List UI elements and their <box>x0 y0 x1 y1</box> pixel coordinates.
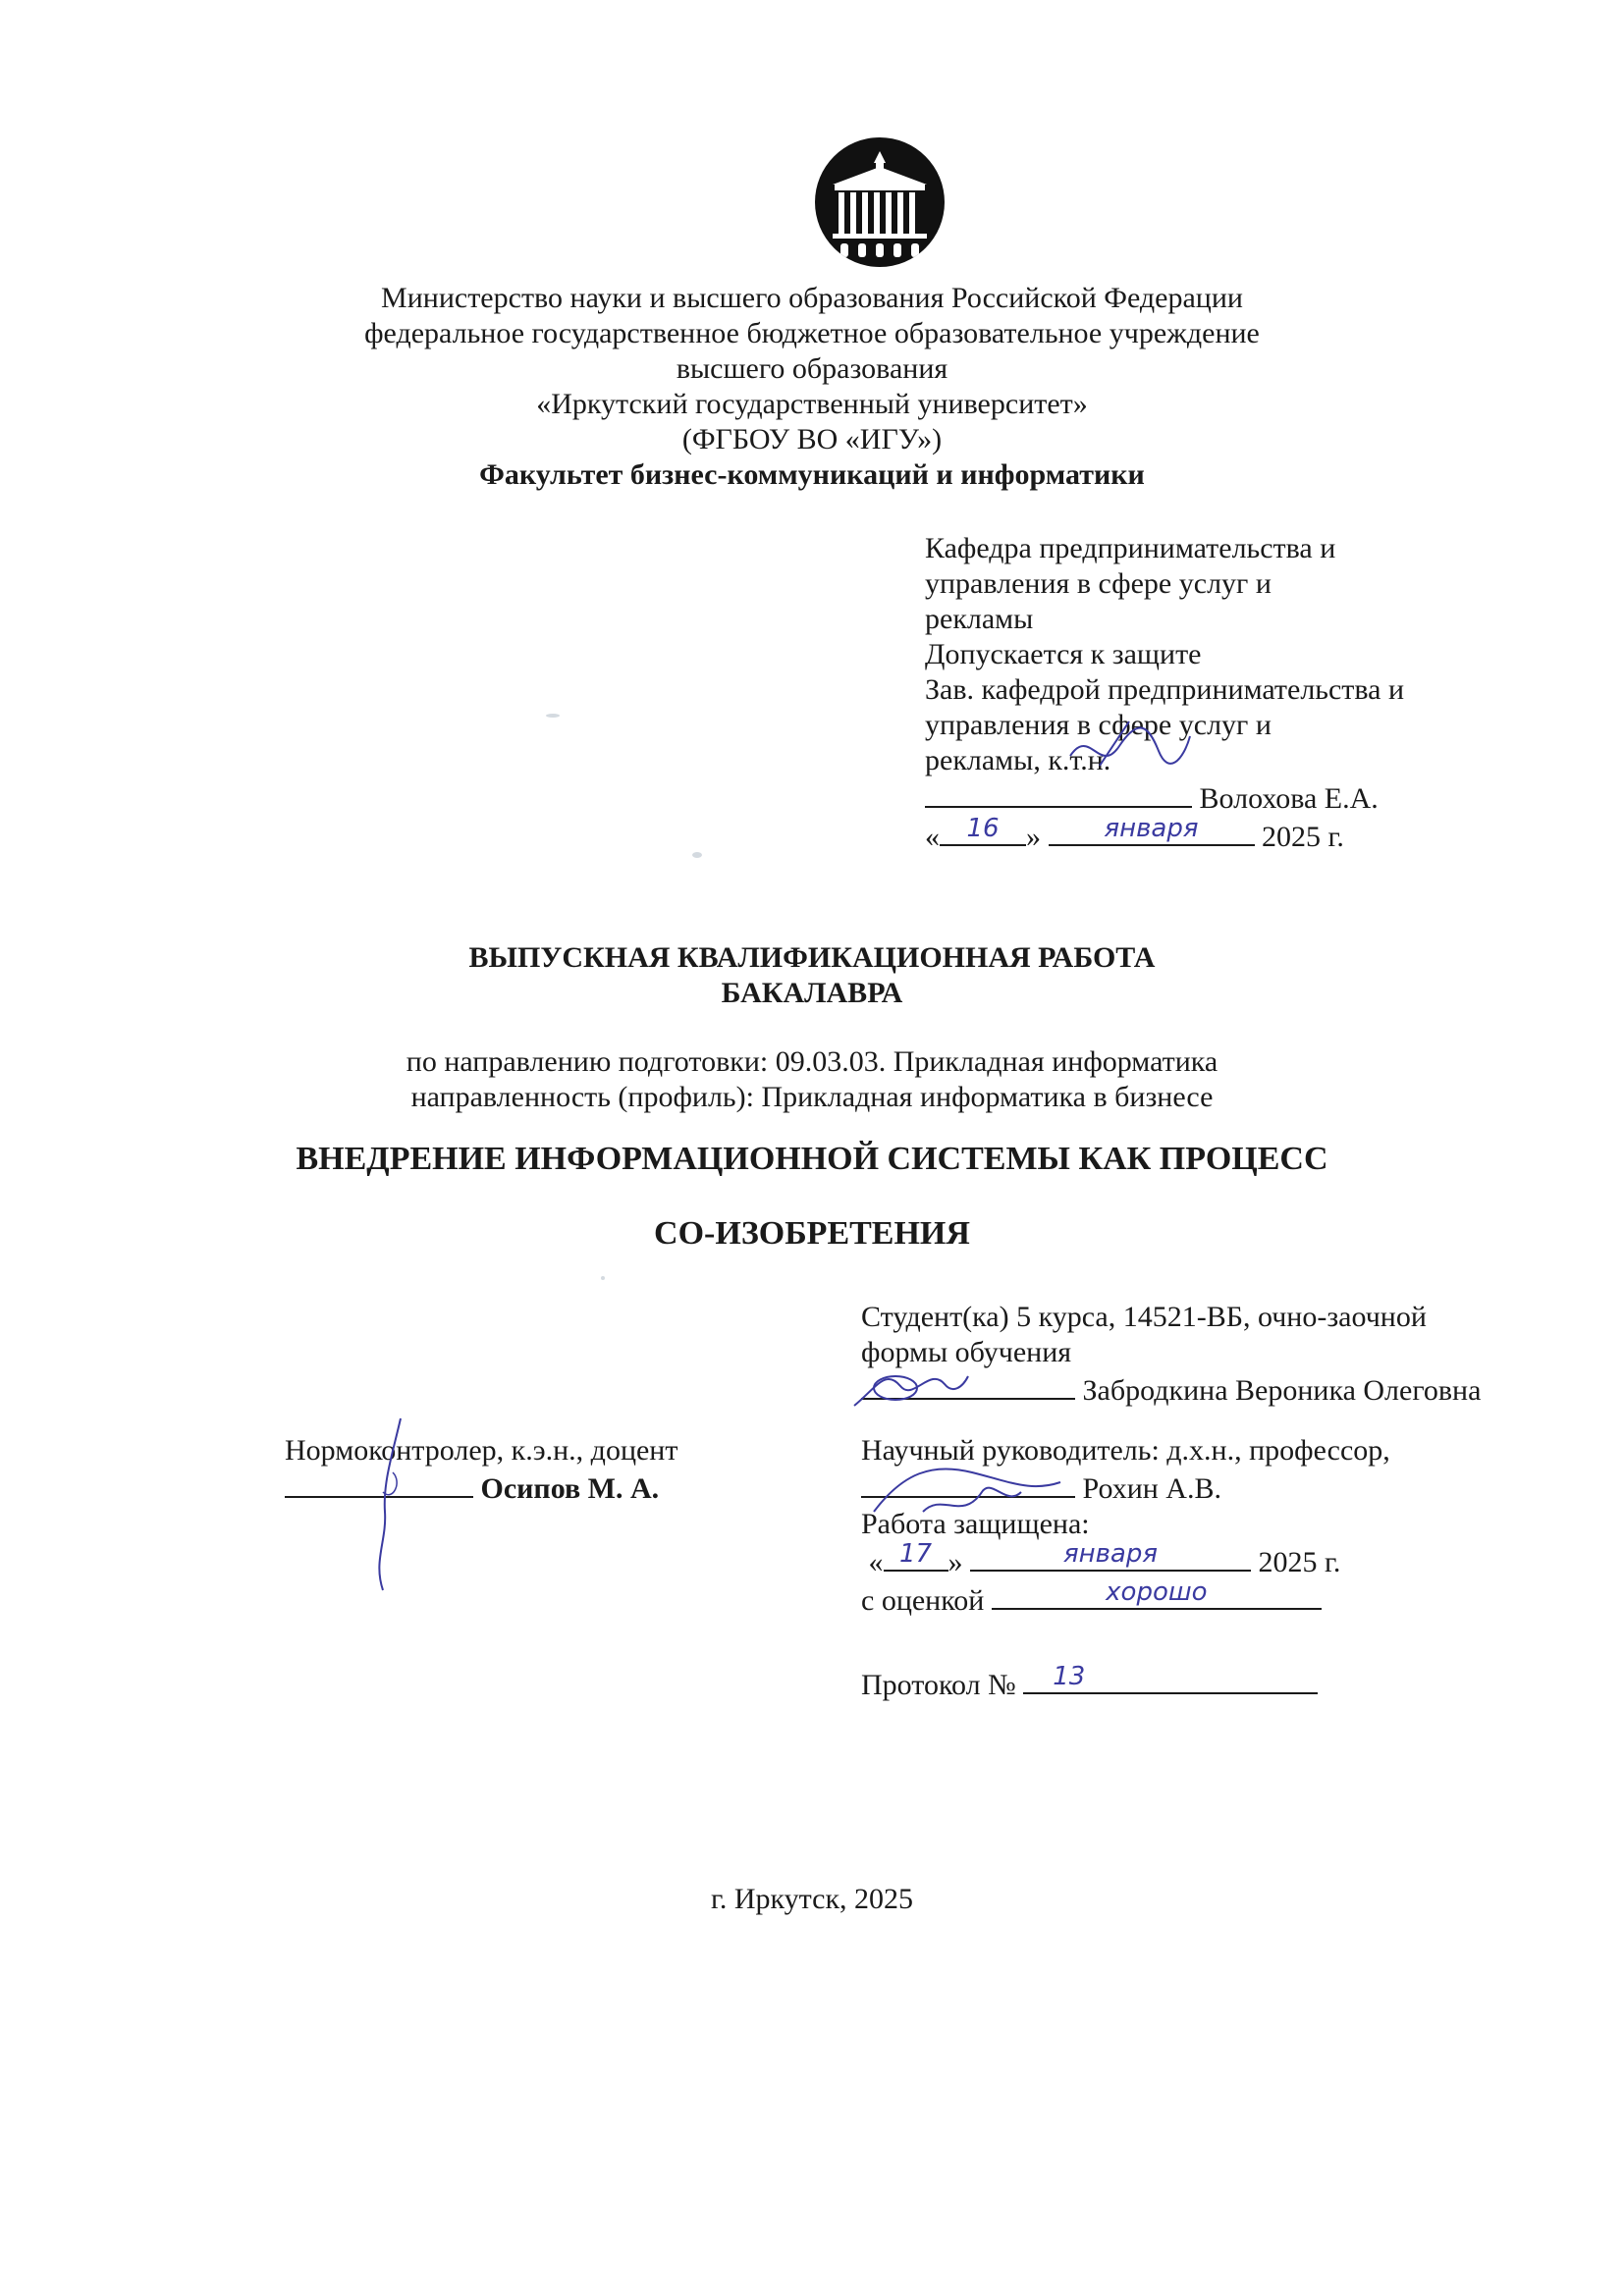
department-line-2: управления в сфере услуг и <box>925 567 1272 600</box>
defense-year: 2025 г. <box>1258 1546 1341 1578</box>
student-block <box>861 1300 1481 1409</box>
normcontrol-signature-row <box>285 1468 677 1507</box>
defense-day-field <box>884 1539 948 1572</box>
normcontrol-signature-blank <box>285 1468 473 1498</box>
admitted-to-defense: Допускается к защите <box>925 638 1202 670</box>
grade-label: с оценкой <box>861 1584 985 1617</box>
header-block <box>0 281 1624 493</box>
head-of-department-line-3: рекламы, к.т.н. <box>925 744 1111 776</box>
student-signature-blank <box>861 1370 1075 1400</box>
grade-field <box>992 1577 1322 1610</box>
protocol-block <box>861 1662 1318 1703</box>
thesis-topic <box>0 1139 1624 1255</box>
scan-speck <box>601 1276 605 1280</box>
head-signature-blank <box>925 778 1192 808</box>
thesis-topic-line-1: ВНЕДРЕНИЕ ИНФОРМАЦИОННОЙ СИСТЕМЫ КАК ПРОЦЕСС <box>296 1141 1328 1177</box>
student-info-line-2: формы обучения <box>861 1336 1072 1368</box>
direction-block <box>0 1044 1624 1115</box>
protocol-row <box>861 1662 1318 1703</box>
university-abbreviation: (ФГБОУ ВО «ИГУ») <box>681 423 943 455</box>
work-type-block <box>0 940 1624 1011</box>
institution-type-line: федеральное государственное бюджетное образовательное учреждение <box>364 317 1260 349</box>
study-profile: направленность (профиль): Прикладная информатика в бизнесе <box>410 1081 1214 1113</box>
university-name: «Иркутский государственный университет» <box>536 388 1088 420</box>
defense-date-row: « 17 » января 2025 г. <box>868 1539 1341 1578</box>
work-type-line-1: ВЫПУСКНАЯ КВАЛИФИКАЦИОННАЯ РАБОТА <box>468 941 1156 974</box>
approval-day-field <box>940 814 1026 846</box>
defended-label: Работа защищена: <box>861 1508 1090 1540</box>
protocol-number-handwritten: 13 <box>1053 1662 1086 1691</box>
work-type-line-2: БАКАЛАВРА <box>721 977 903 1009</box>
student-info-line-1: Студент(ка) 5 курса, 14521-ВБ, очно-заочной <box>861 1301 1427 1333</box>
grade-handwritten: хорошо <box>1106 1577 1208 1607</box>
head-name: Волохова Е.А. <box>1199 782 1379 815</box>
approval-month-field <box>1049 814 1255 846</box>
department-line-3: рекламы <box>925 603 1034 635</box>
city-year: г. Иркутск, 2025 <box>710 1883 914 1915</box>
supervisor-name: Рохин А.В. <box>1082 1472 1221 1505</box>
student-name: Забродкина Вероника Олеговна <box>1082 1374 1482 1407</box>
department-line-1: Кафедра предпринимательства и <box>925 532 1336 564</box>
supervisor-block <box>861 1433 1390 1619</box>
scan-speck <box>546 714 560 718</box>
approval-block <box>925 531 1404 855</box>
head-of-department-line-2: управления в сфере услуг и <box>925 709 1272 741</box>
student-signature-row <box>861 1370 1481 1409</box>
study-direction: по направлению подготовки: 09.03.03. Прикладная информатика <box>406 1045 1218 1078</box>
thesis-topic-line-2: СО-ИЗОБРЕТЕНИЯ <box>654 1215 970 1252</box>
approval-date-row: « 16 » января 2025 г. <box>925 814 1344 853</box>
supervisor-signature-blank <box>861 1468 1075 1498</box>
scan-speck <box>692 852 702 858</box>
normcontrol-name: Осипов М. А. <box>480 1472 660 1505</box>
protocol-number-field <box>1023 1662 1318 1694</box>
grade-row <box>861 1577 1390 1619</box>
head-signature-row <box>925 778 1404 817</box>
supervisor-title: Научный руководитель: д.х.н., профессор, <box>861 1434 1390 1467</box>
head-of-department-line-1: Зав. кафедрой предпринимательства и <box>925 673 1405 706</box>
ministry-line: Министерство науки и высшего образования Российской Федерации <box>381 282 1243 314</box>
supervisor-signature-row <box>861 1468 1390 1507</box>
approval-month-handwritten: января <box>1104 814 1199 843</box>
institution-type-line-2: высшего образования <box>676 352 948 385</box>
approval-day-handwritten: 16 <box>966 814 1000 843</box>
university-logo-icon <box>811 133 948 271</box>
normcontrol-block <box>285 1433 677 1507</box>
defense-day-handwritten: 17 <box>898 1539 933 1569</box>
faculty-name: Факультет бизнес-коммуникаций и информатики <box>479 458 1145 491</box>
defense-month-handwritten: января <box>1062 1539 1159 1569</box>
approval-year: 2025 г. <box>1262 821 1344 853</box>
normcontrol-title: Нормоконтролер, к.э.н., доцент <box>285 1434 678 1467</box>
protocol-label: Протокол № <box>861 1669 1016 1701</box>
